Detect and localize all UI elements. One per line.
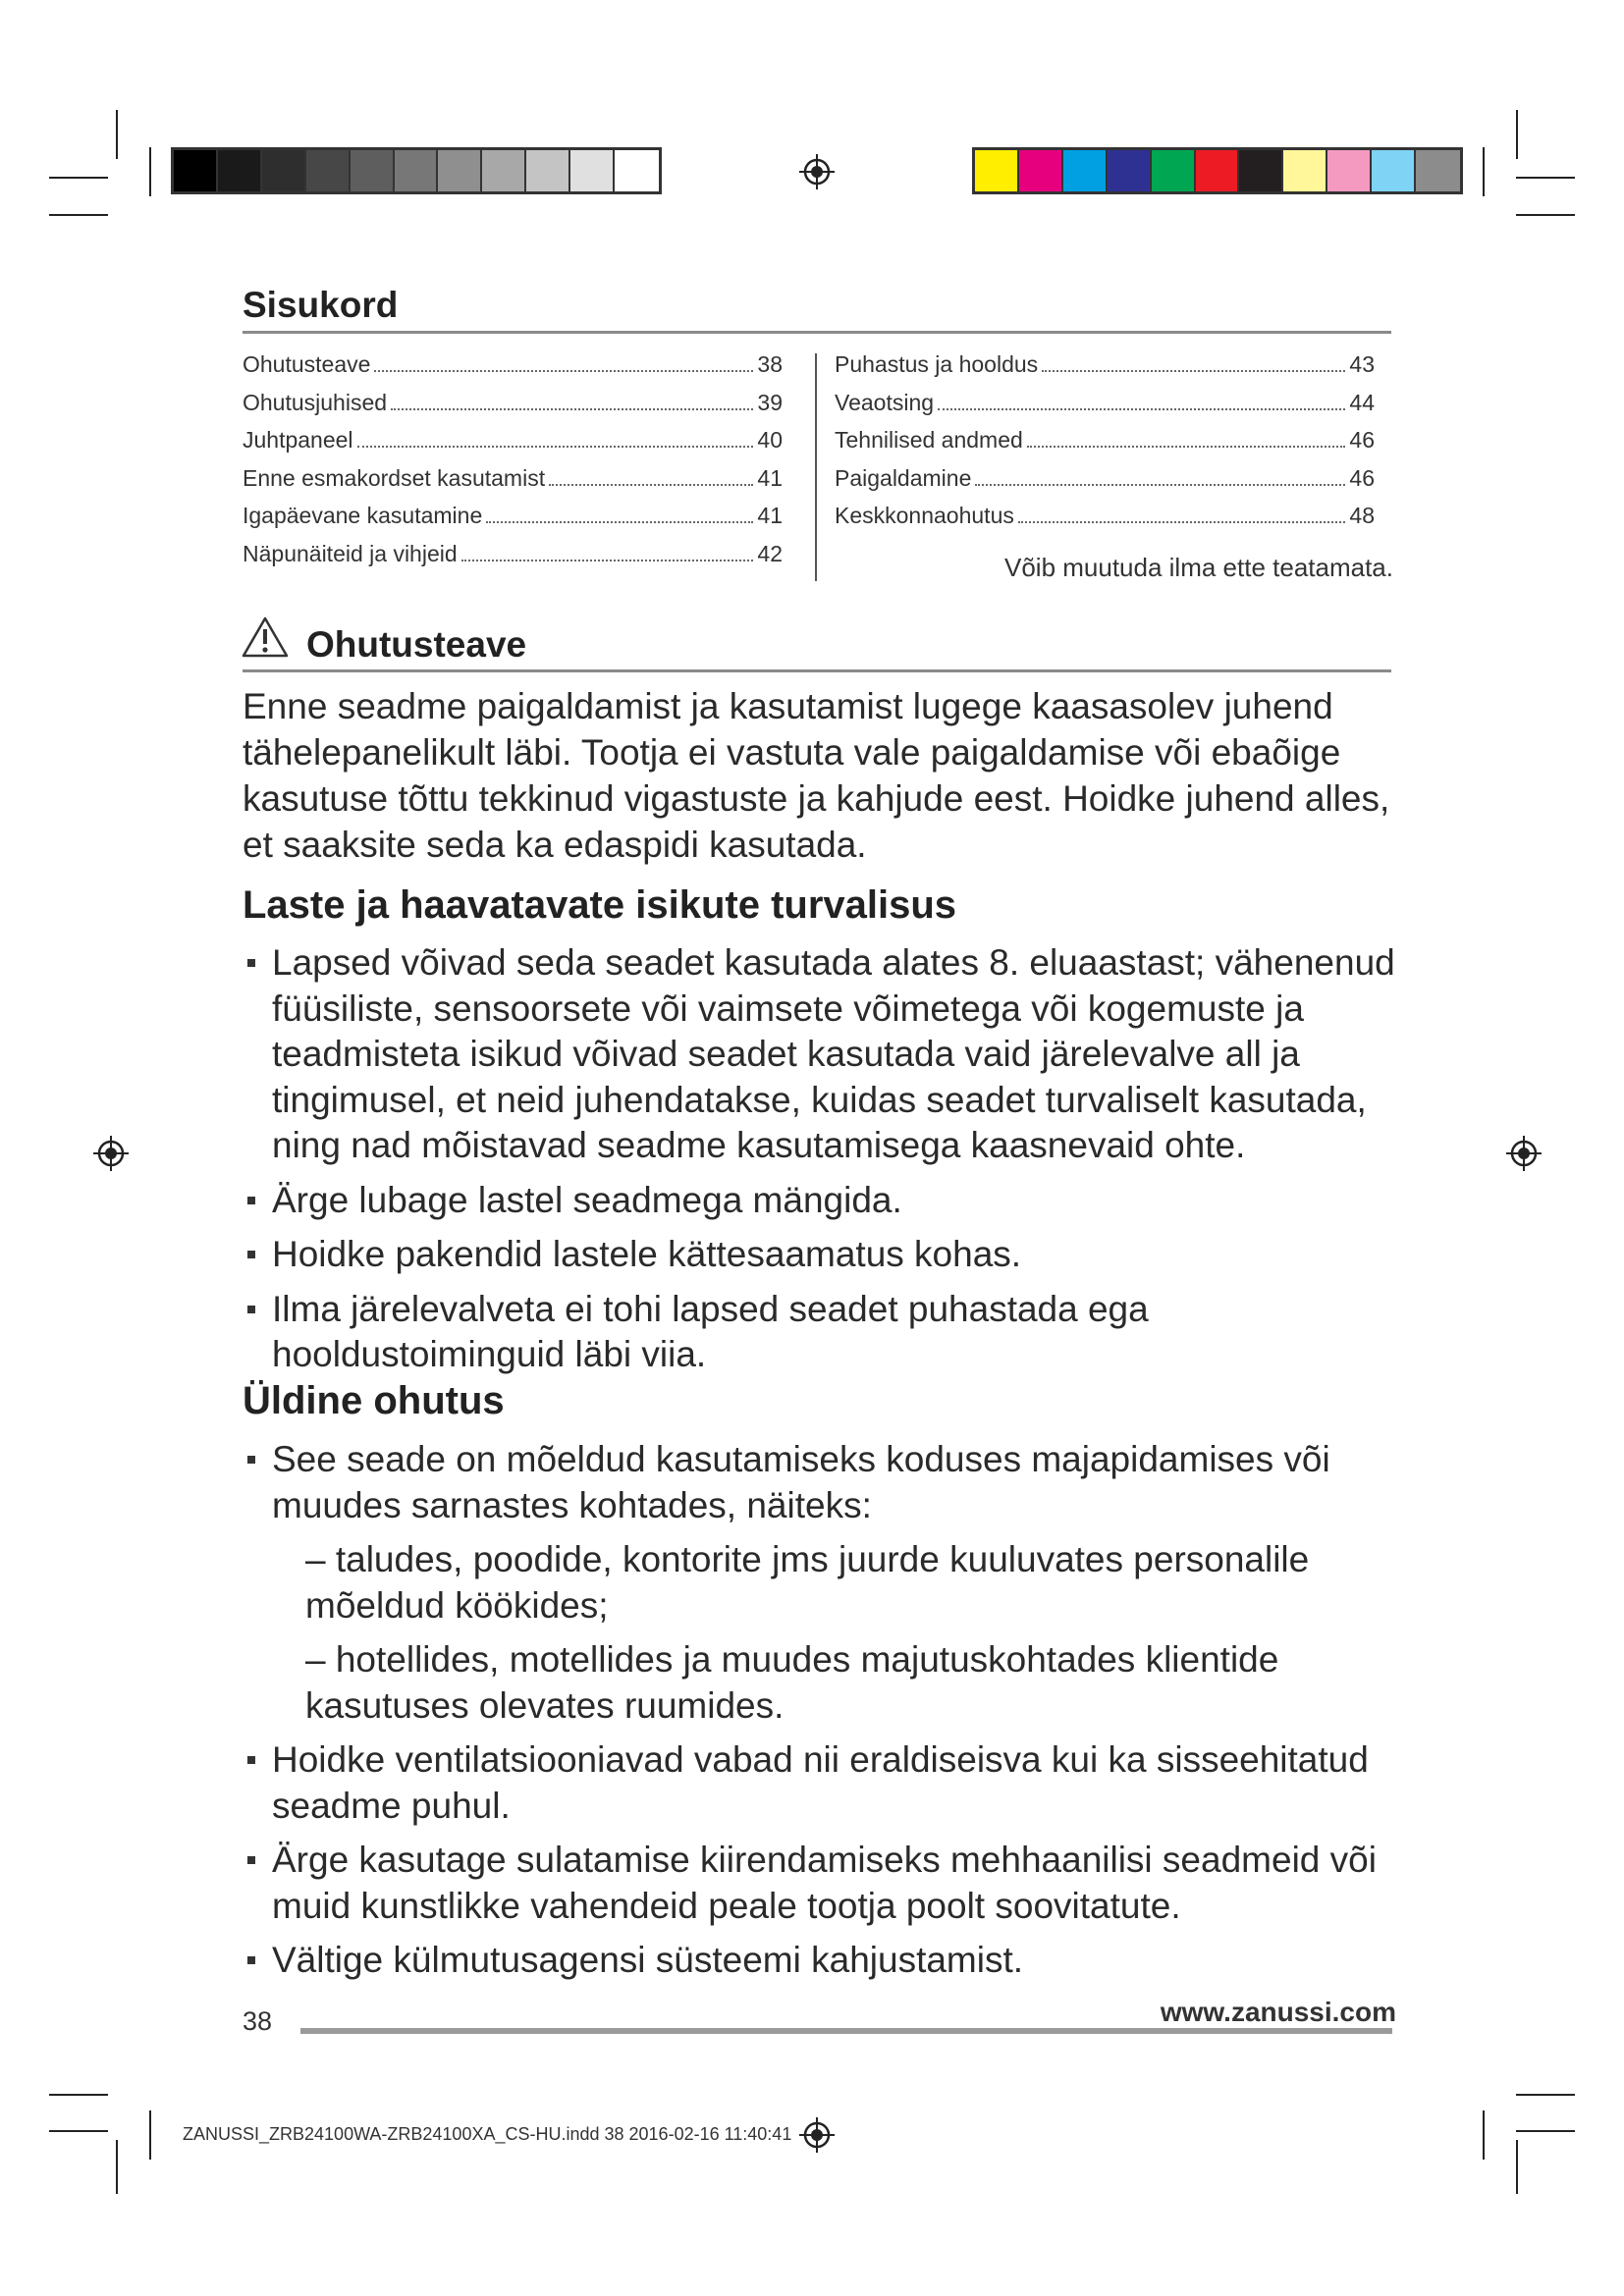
list-item: Vältige külmutusagensi süsteemi kahjustamist. — [243, 1938, 1401, 1984]
toc-entry[interactable] — [243, 351, 783, 390]
color-swatch — [1283, 150, 1327, 191]
website-link[interactable]: www.zanussi.com — [1160, 1997, 1396, 2027]
color-swatch — [1019, 150, 1063, 191]
toc-entry-page: 44 — [1349, 389, 1375, 415]
toc-title: Sisukord — [243, 285, 399, 325]
toc-entry-title: Ohutusjuhised — [243, 389, 388, 415]
color-swatch — [1152, 150, 1196, 191]
color-swatch — [570, 150, 615, 191]
registration-mark-icon — [797, 2115, 837, 2155]
list-item: Hoidke ventilatsiooniavad vabad nii eraldiseisva kui ka sisseehitatud seadme puhul. — [243, 1737, 1401, 1829]
registration-mark-icon — [91, 1134, 131, 1173]
toc-entry-page: 38 — [757, 351, 783, 377]
toc-entry[interactable] — [835, 390, 1375, 428]
toc-change-notice: Võib muutuda ilma ette teatamata. — [1003, 553, 1393, 582]
color-swatch — [1108, 150, 1152, 191]
registration-mark-icon — [797, 152, 837, 191]
toc-title-rule — [243, 331, 1391, 334]
toc-entry-title: Paigaldamine — [835, 464, 972, 491]
color-swatch — [438, 150, 482, 191]
list-item: Hoidke pakendid lastele kättesaamatus kohas. — [243, 1232, 1401, 1278]
color-swatch — [1327, 150, 1372, 191]
toc-entry[interactable] — [835, 427, 1375, 465]
color-swatch — [482, 150, 526, 191]
print-slug: ZANUSSI_ZRB24100WA-ZRB24100XA_CS-HU.indd 38 2016-02-16 11:40:41 — [183, 2124, 792, 2144]
toc-entry-page: 42 — [757, 540, 783, 566]
toc-entry-page: 39 — [757, 389, 783, 415]
toc-entry[interactable] — [243, 503, 783, 541]
toc-entry-title: Puhastus ja hooldus — [835, 351, 1039, 377]
color-swatch — [1416, 150, 1460, 191]
toc-column-divider — [815, 353, 817, 581]
safety-intro-text: Enne seadme paigaldamist ja kasutamist lugege kaasasolev juhend tähelepanelikult läbi. Tootja ei vastuta vale paigaldamise või ebaõige kasutuse tõttu tekkinud vigastuste ja kahjude eest. Hoidke juhend alles, et saaksite seda ka edaspidi kasutada. — [243, 686, 1390, 865]
gray-color-bar — [171, 147, 662, 194]
general-safety-heading: Üldine ohutus — [243, 1379, 505, 1422]
list-item: See seade on mõeldud kasutamiseks koduses majapidamises või muudes sarnastes kohtades, näiteks: — [243, 1437, 1401, 1528]
toc-entry-page: 40 — [757, 427, 783, 454]
color-swatch — [1372, 150, 1416, 191]
toc-entry[interactable] — [835, 503, 1375, 541]
toc-entry-title: Enne esmakordset kasutamist — [243, 464, 546, 491]
toc-right-column — [835, 351, 1375, 541]
safety-title: Ohutusteave — [306, 624, 527, 665]
list-item: Ilma järelevalveta ei tohi lapsed seadet puhastada ega hooldustoiminguid läbi viia. — [243, 1287, 1401, 1378]
children-safety-heading: Laste ja haavatavate isikute turvalisus — [243, 883, 957, 927]
process-color-bar — [972, 147, 1463, 194]
toc-entry[interactable] — [243, 541, 783, 579]
color-swatch — [975, 150, 1019, 191]
color-swatch — [1196, 150, 1240, 191]
toc-entry-page: 46 — [1349, 464, 1375, 491]
toc-entry[interactable] — [835, 351, 1375, 390]
color-swatch — [351, 150, 395, 191]
children-safety-list — [243, 940, 1401, 1387]
toc-entry-title: Näpunäiteid ja vihjeid — [243, 540, 458, 566]
list-item: Lapsed võivad seda seadet kasutada alates 8. eluaastast; vähenenud füüsiliste, sensoorsete või vaimsete võimetega või kogemuste ja teadmisteta isikud võivad seadet kasutada vaid järelevalve all ja tingimusel, et neid juhendatakse, kuidas seadet turvaliselt kasutada, ning nad mõistavad seadme kasutamisega kaasnevaid ohte. — [243, 940, 1401, 1169]
toc-entry[interactable] — [243, 427, 783, 465]
toc-entry[interactable] — [835, 465, 1375, 504]
color-swatch — [218, 150, 262, 191]
color-swatch — [306, 150, 351, 191]
footer-rule — [300, 2028, 1392, 2034]
toc-entry-page: 46 — [1349, 427, 1375, 454]
list-subitem: – hotellides, motellides ja muudes majutuskohtades klientide kasutuses olevates ruumides. — [305, 1639, 1279, 1726]
color-swatch — [262, 150, 306, 191]
toc-entry-title: Veaotsing — [835, 389, 935, 415]
registration-mark-icon — [1504, 1134, 1543, 1173]
list-item: Ärge lubage lastel seadmega mängida. — [243, 1178, 1401, 1224]
toc-entry-page: 41 — [757, 464, 783, 491]
toc-entry-page: 43 — [1349, 351, 1375, 377]
color-swatch — [526, 150, 570, 191]
toc-left-column — [243, 351, 783, 579]
toc-entry-title: Igapäevane kasutamine — [243, 503, 483, 529]
toc-entry[interactable] — [243, 390, 783, 428]
toc-entry-title: Juhtpaneel — [243, 427, 353, 454]
toc-entry-page: 48 — [1349, 503, 1375, 529]
toc-entry[interactable] — [243, 465, 783, 504]
color-swatch — [1239, 150, 1283, 191]
safety-title-rule — [243, 669, 1391, 672]
toc-entry-page: 41 — [757, 503, 783, 529]
page-number: 38 — [243, 2006, 273, 2036]
toc-entry-title: Ohutusteave — [243, 351, 371, 377]
warning-icon — [241, 615, 290, 659]
list-item: Ärge kasutage sulatamise kiirendamiseks mehhaanilisi seadmeid või muid kunstlikke vahendeid peale tootja poolt soovitatute. — [243, 1838, 1401, 1929]
color-swatch — [1063, 150, 1108, 191]
list-subitem: – taludes, poodide, kontorite jms juurde kuuluvates personalile mõeldud köökides; — [305, 1539, 1310, 1626]
toc-entry-title: Tehnilised andmed — [835, 427, 1023, 454]
color-swatch — [174, 150, 218, 191]
color-swatch — [615, 150, 659, 191]
toc-entry-title: Keskkonnaohutus — [835, 503, 1014, 529]
color-swatch — [395, 150, 439, 191]
general-safety-list — [243, 1437, 1401, 1993]
